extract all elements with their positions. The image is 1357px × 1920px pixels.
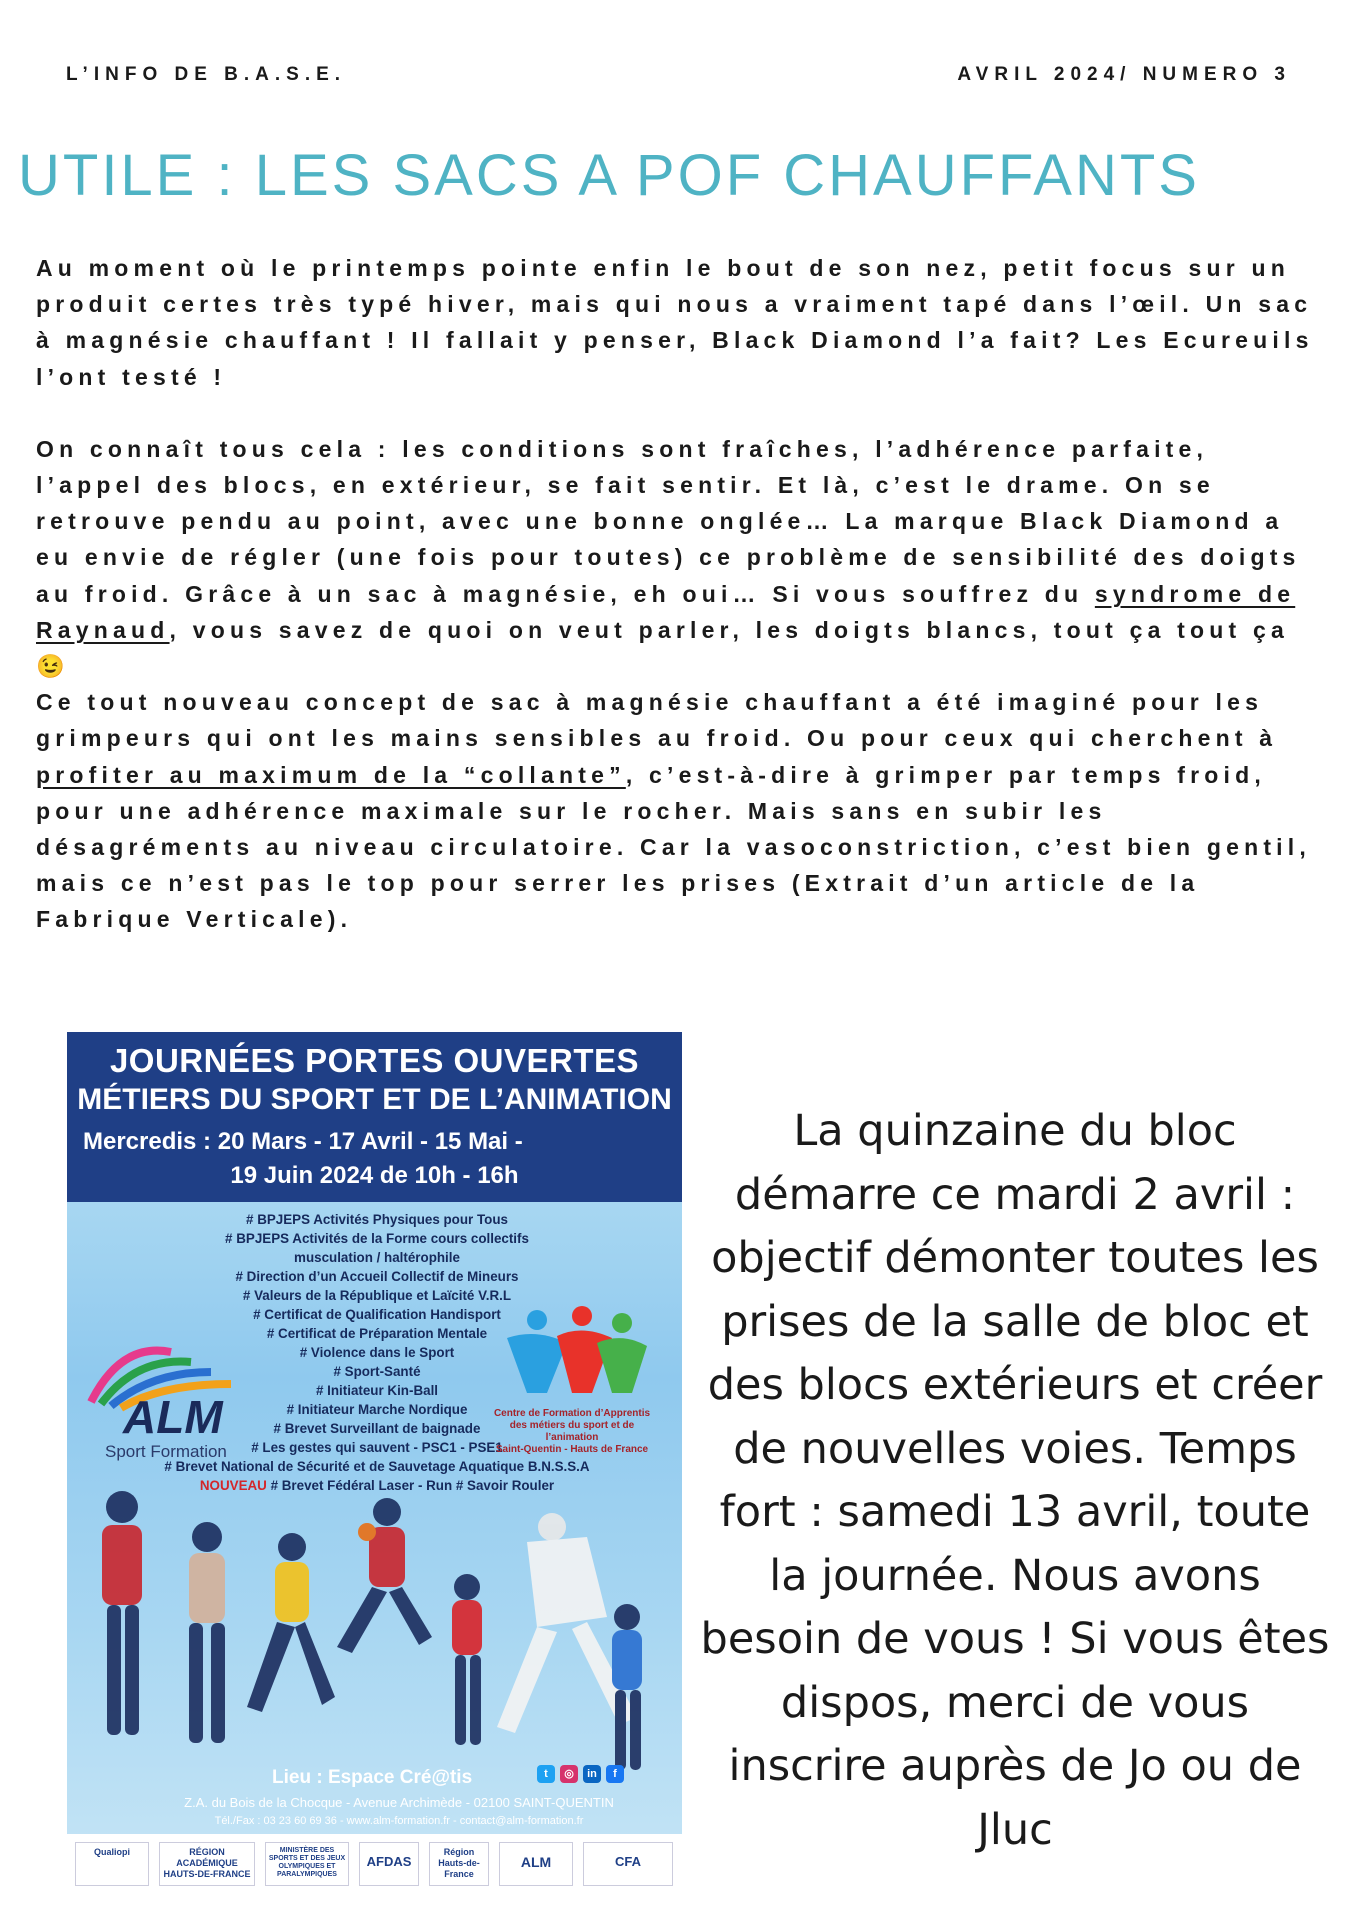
article-paragraph-3 <box>36 684 1326 937</box>
course-item: # Sport-Santé <box>333 1364 421 1379</box>
newsletter-name: L’INFO DE B.A.S.E. <box>66 64 347 85</box>
partner-logo: AFDAS <box>359 1842 419 1886</box>
course-item: # Initiateur Marche Nordique <box>286 1402 468 1417</box>
course-item: # Initiateur Kin-Ball <box>315 1383 439 1398</box>
bloc-fortnight-notice: La quinzaine du bloc démarre ce mardi 2 avril : objectif démonter toutes les prises de la salle de bloc et des blocs extérieurs et créer de nouvelles voies. Temps fort : samedi 13 avril, toute la journée. Nous avons besoin de vous ! Si vous êtes dispos, merci de vous inscrire auprès de Jo ou de Jluc <box>700 1106 1330 1855</box>
alm-subtitle: Sport Formation <box>105 1442 227 1461</box>
partner-logo: ALM <box>499 1842 573 1886</box>
poster-subtitle: MÉTIERS DU SPORT ET DE L’ANIMATION <box>77 1083 672 1116</box>
course-item: # Brevet National de Sécurité et de Sauvetage Aquatique B.N.S.S.A <box>164 1459 590 1474</box>
issue-date: AVRIL 2024/ NUMERO 3 <box>957 64 1291 85</box>
course-item: musculation / haltérophile <box>294 1250 460 1265</box>
page-header <box>66 64 1291 88</box>
cfa-label <box>487 1408 657 1456</box>
course-item: # Direction d’un Accueil Collectif de Mineurs <box>235 1269 519 1284</box>
cfa-figures-icon <box>487 1298 657 1403</box>
cfa-logo <box>487 1298 657 1455</box>
partner-logo: Région Hauts-de-France <box>429 1842 489 1886</box>
text-run: Ce tout nouveau concept de sac à magnésie chauffant a été imaginé pour les grimpeurs qui ont les mains sensibles au froid. Ou pour ceux qui cherchent à <box>36 689 1278 752</box>
article-title: UTILE : LES SACS A POF CHAUFFANTS <box>18 143 1200 208</box>
partner-logo: Qualiopi <box>75 1842 149 1886</box>
collante-link[interactable]: profiter au maximum de la “collante” <box>36 761 626 788</box>
event-address: Z.A. du Bois de la Chocque - Avenue Archimède - 02100 SAINT-QUENTIN <box>184 1795 614 1810</box>
text-run: , c’est-à-dire à grimper par temps froid, pour une adhérence maximale sur le rocher. Mais sans en subir les désagréments au niveau circulatoire. Car la vasoconstriction, c’est bien gentil, mais ce n’est pas le top pour serrer les prises (Extrait d’un article de la Fabrique Verticale). <box>36 761 1311 933</box>
facebook-icon: f <box>606 1765 624 1783</box>
poster-dates-2: 19 Juin 2024 de 10h - 16h <box>230 1162 519 1189</box>
open-days-poster <box>67 1032 682 1895</box>
new-badge: NOUVEAU <box>199 1478 267 1493</box>
instagram-icon: ◎ <box>560 1765 578 1783</box>
poster-title: JOURNÉES PORTES OUVERTES <box>109 1042 640 1079</box>
article-paragraph-2 <box>36 431 1326 684</box>
text-run: , vous savez de quoi on veut parler, les doigts blancs, tout ça tout ça 😉 <box>36 616 1289 680</box>
poster-header <box>67 1032 682 1202</box>
event-location: Lieu : Espace Cré@tis <box>272 1767 473 1788</box>
poster-dates: Mercredis : 20 Mars - 17 Avril - 15 Mai - <box>83 1128 523 1155</box>
partner-logos <box>67 1834 682 1895</box>
course-item: # Certificat de Préparation Mentale <box>266 1326 488 1341</box>
alm-wordmark: ALM <box>123 1391 223 1443</box>
twitter-icon: t <box>537 1765 555 1783</box>
partner-logo: MINISTÈRE DES SPORTS ET DES JEUX OLYMPIQUES ET PARALYMPIQUES <box>265 1842 349 1886</box>
linkedin-icon: in <box>583 1765 601 1783</box>
course-item: # Violence dans le Sport <box>299 1345 455 1360</box>
athletes-illustration <box>67 1477 682 1787</box>
cfa-name: Centre de Formation d’Apprentis des métiers du sport et de l’animation <box>493 1408 651 1443</box>
ball-icon <box>358 1523 376 1541</box>
partner-logo: CFA <box>583 1842 673 1886</box>
partner-logo: RÉGION ACADÉMIQUE HAUTS-DE-FRANCE <box>159 1842 255 1886</box>
course-item: # Valeurs de la République et Laïcité V.R.L <box>242 1288 512 1303</box>
event-contact: Tél./Fax : 03 23 60 69 36 - www.alm-formation.fr - contact@alm-formation.fr <box>214 1815 584 1827</box>
course-item: # Certificat de Qualification Handisport <box>253 1307 501 1322</box>
course-item: # Les gestes qui sauvent - PSC1 - PSE1 <box>251 1440 503 1455</box>
course-item: # BPJEPS Activités de la Forme cours collectifs <box>225 1231 529 1246</box>
article-body <box>36 250 1326 938</box>
article-paragraph-1: Au moment où le printemps pointe enfin le bout de son nez, petit focus sur un produit certes très typé hiver, mais qui nous a vraiment tapé dans l’œil. Un sac à magnésie chauffant ! Il fallait y penser, Black Diamond l’a fait? Les Ecureuils l’ont testé ! <box>36 255 1314 390</box>
text-run: On connaît tous cela : les conditions sont fraîches, l’adhérence parfaite, l’appel des blocs, en extérieur, se fait sentir. Et là, c’est le drame. On se retrouve pendu au point, avec une bonne onglée… La marque Black Diamond a eu envie de régler (une fois pour toutes) ce problème de sensibilité des doigts au froid. Grâce à un sac à magnésie, eh oui… Si vous souffrez du <box>36 435 1301 607</box>
alm-logo <box>81 1332 256 1472</box>
course-item: # Brevet Surveillant de baignade <box>273 1421 481 1436</box>
course-item: # BPJEPS Activités Physiques pour Tous <box>246 1212 508 1227</box>
course-item-text: # Brevet Fédéral Laser - Run # Savoir Rouler <box>270 1478 555 1493</box>
cfa-city: Saint-Quentin - Hauts de France <box>495 1444 649 1455</box>
social-icons <box>537 1764 629 1783</box>
raynaud-link[interactable]: syndrome de Raynaud <box>36 580 1296 643</box>
